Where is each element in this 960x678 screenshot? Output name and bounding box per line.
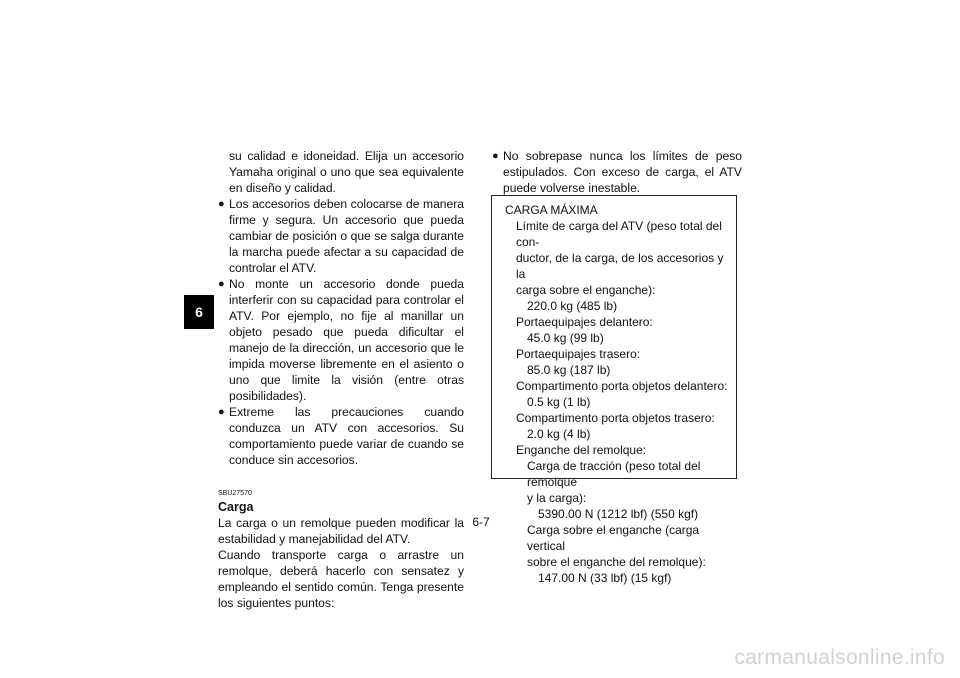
towing-label: Carga de tracción (peso total del remolque: [527, 459, 701, 489]
bullet-text: No sobrepase nunca los límites de peso estipulados. Con exceso de carga, el ATV puede volverse inestable.: [503, 149, 742, 195]
bullet-item: [218, 196, 464, 276]
tongue-value: 147.00 N (33 lbf) (15 kgf): [538, 571, 672, 585]
intro-line: su calidad e idoneidad. Elija un accesorio: [229, 149, 464, 163]
bullet-text: No monte un accesorio donde pueda interferir con su capacidad para controlar el ATV. Por ejemplo, no fije al manillar un objeto pesado que pueda dificultar el manejo de la dirección, un accesorio que le impida moverse libremente en el asiento o uno que limite la visión (entre otras posibilidades).: [229, 277, 464, 403]
right-column: [492, 148, 742, 196]
atv-limit-label: Límite de carga del ATV (peso total del con-: [516, 219, 722, 249]
chapter-tab: 6: [184, 295, 214, 329]
front-rack-label: Portaequipajes delantero:: [516, 315, 653, 329]
front-storage-value: 0.5 kg (1 lb): [527, 395, 591, 409]
left-column: [218, 148, 464, 611]
body-paragraph: Cuando transporte carga o arrastre un remolque, deberá hacerlo con sensatez y empleando el sentido común. Tenga presente los siguientes puntos:: [218, 548, 464, 610]
bullet-item: [218, 404, 464, 468]
box-title: CARGA MÁXIMA: [505, 203, 598, 217]
intro-line: Yamaha original o uno que sea equivalente en: [229, 165, 464, 195]
rear-storage-label: Compartimento porta objetos trasero:: [516, 411, 715, 425]
rear-rack-value: 85.0 kg (187 lb): [527, 363, 611, 377]
tongue-label: Carga sobre el enganche (carga vertical: [527, 523, 700, 553]
watermark: carmanualsonline.info: [734, 646, 945, 669]
towing-label: y la carga):: [527, 491, 587, 505]
bullet-icon: ●: [218, 278, 225, 290]
section-gap: [218, 468, 464, 490]
bullet-icon: ●: [218, 198, 225, 210]
front-storage-label: Compartimento porta objetos delantero:: [516, 379, 728, 393]
bullet-text: Los accesorios deben colocarse de manera firme y segura. Un accesorio que pueda cambiar de posición o que se salga durante la marcha puede afectar a su capacidad de controlar el ATV.: [229, 197, 464, 275]
intro-line: diseño y calidad.: [245, 181, 336, 195]
tongue-label: sobre el enganche del remolque):: [527, 555, 706, 569]
bullet-text: Extreme las precauciones cuando conduzca un ATV con accesorios. Su comportamiento puede variar de cuando se conduce sin accesorios.: [229, 405, 464, 467]
bullet-item: [218, 276, 464, 404]
atv-limit-label: carga sobre el enganche):: [516, 283, 656, 297]
intro-paragraph: [218, 148, 464, 196]
rear-rack-label: Portaequipajes trasero:: [516, 347, 641, 361]
bullet-item: [492, 148, 742, 196]
body-paragraph: La carga o un remolque pueden modificar la estabilidad y manejabilidad del ATV.: [218, 516, 464, 546]
bullet-icon: ●: [492, 150, 499, 162]
max-load-box: [491, 195, 737, 585]
section-code: SBU27570: [218, 490, 252, 497]
atv-limit-label: ductor, de la carga, de los accesorios y la: [516, 251, 724, 281]
bullet-icon: ●: [218, 406, 225, 418]
section-heading: Carga: [218, 500, 254, 514]
atv-limit-value: 220.0 kg (485 lb): [527, 299, 618, 313]
towing-value: 5390.00 N (1212 lbf) (550 kgf): [538, 507, 699, 521]
hitch-label: Enganche del remolque:: [516, 443, 647, 457]
front-rack-value: 45.0 kg (99 lb): [527, 331, 604, 345]
page-number: 6-7: [472, 515, 490, 529]
rear-storage-value: 2.0 kg (4 lb): [527, 427, 591, 441]
